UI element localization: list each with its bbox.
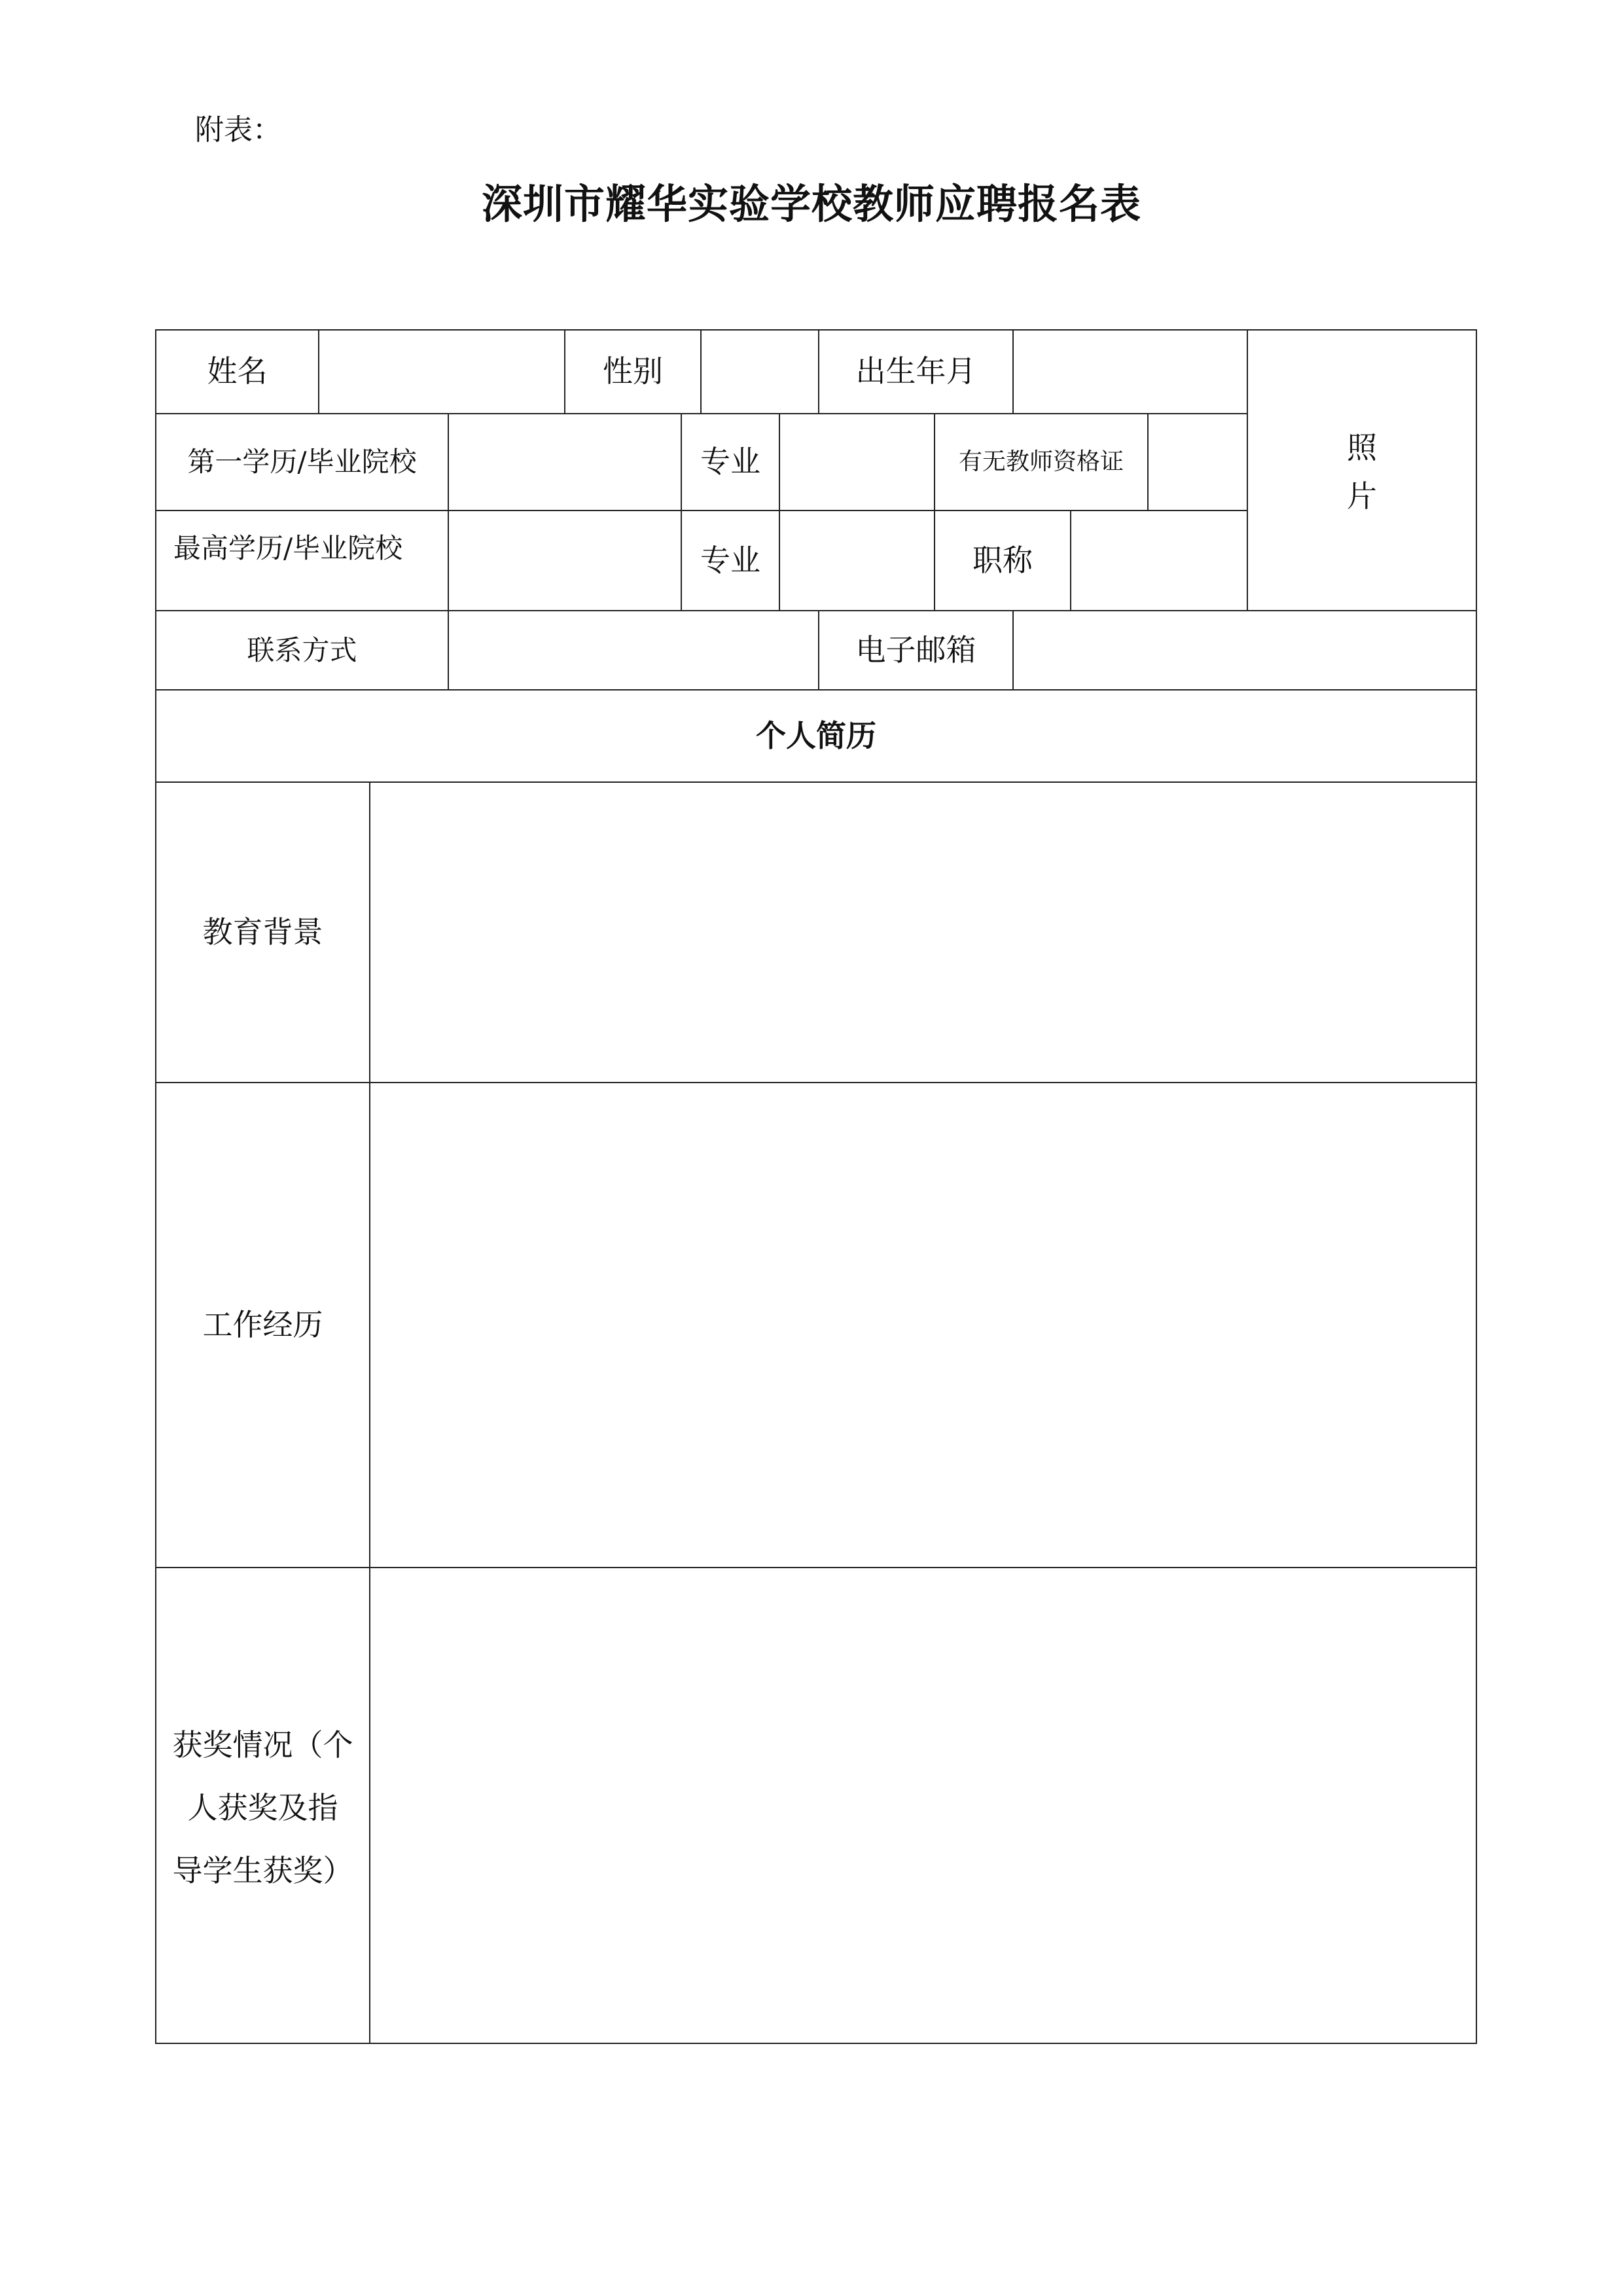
email-field[interactable] <box>1012 610 1477 691</box>
name-field[interactable] <box>318 329 565 414</box>
highest-education-field[interactable] <box>448 510 682 611</box>
professional-title-field[interactable] <box>1070 510 1248 611</box>
education-background-field[interactable] <box>369 781 1477 1083</box>
contact-field[interactable] <box>448 610 819 691</box>
contact-label: 联系方式 <box>155 610 449 691</box>
photo-label-line2: 片 <box>1347 478 1377 514</box>
first-education-label: 第一学历/毕业院校 <box>155 413 449 511</box>
professional-title-label: 职称 <box>934 510 1071 611</box>
work-experience-label: 工作经历 <box>155 1082 370 1568</box>
resume-section-header: 个人简历 <box>155 689 1477 783</box>
gender-label: 性别 <box>564 329 702 414</box>
gender-field[interactable] <box>700 329 819 414</box>
major-field-2[interactable] <box>779 510 935 611</box>
awards-label-line1: 获奖情况（个 <box>172 1727 353 1763</box>
highest-education-label: 最高学历/毕业院校 <box>173 532 403 564</box>
annex-label: 附表： <box>195 113 281 147</box>
major-label-2: 专业 <box>681 510 780 611</box>
photo-label-line1: 照 <box>1347 430 1377 465</box>
first-education-field[interactable] <box>448 413 682 511</box>
awards-label-line3: 导学生获奖） <box>172 1853 353 1888</box>
awards-label-line2: 人获奖及指 <box>187 1790 338 1825</box>
page-title: 深圳市耀华实验学校教师应聘报名表 <box>481 180 1141 228</box>
name-label: 姓名 <box>155 329 319 414</box>
awards-field[interactable] <box>369 1567 1477 2044</box>
major-label-1: 专业 <box>681 413 780 511</box>
teacher-cert-field[interactable] <box>1147 413 1248 511</box>
education-background-label: 教育背景 <box>155 781 370 1083</box>
major-field-1[interactable] <box>779 413 935 511</box>
teacher-cert-label: 有无教师资格证 <box>934 413 1149 511</box>
birth-field[interactable] <box>1012 329 1248 414</box>
work-experience-field[interactable] <box>369 1082 1477 1568</box>
awards-cell <box>155 1567 370 2044</box>
highest-education-cell <box>155 510 449 611</box>
birth-label: 出生年月 <box>818 329 1014 414</box>
photo-box[interactable] <box>1247 329 1477 611</box>
email-label: 电子邮箱 <box>818 610 1014 691</box>
